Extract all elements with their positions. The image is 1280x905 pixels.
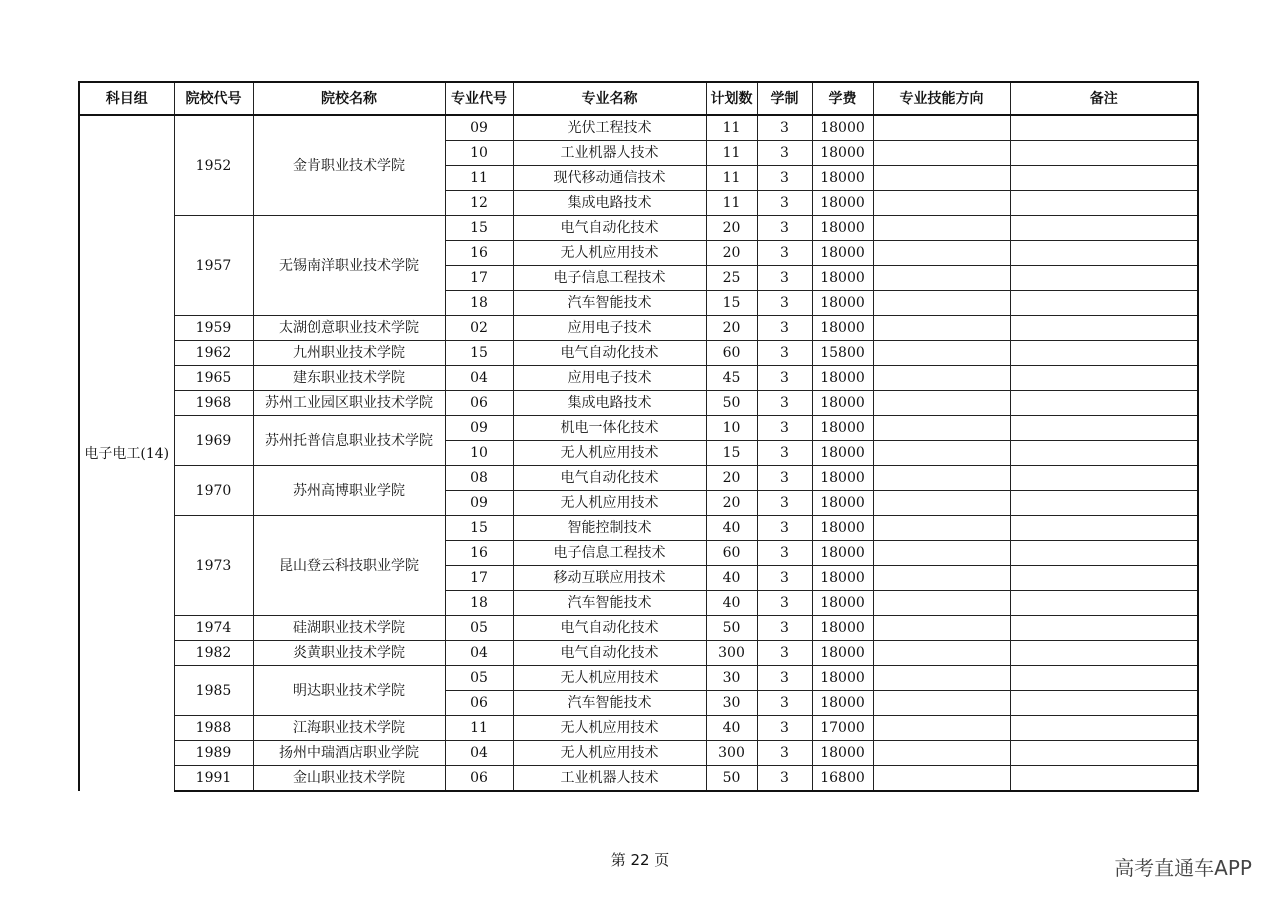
school-name-cell: 苏州托普信息职业技术学院: [253, 416, 445, 466]
major-code-cell: 06: [445, 391, 513, 416]
major-name-cell: 无人机应用技术: [513, 666, 706, 691]
major-code-cell: 10: [445, 141, 513, 166]
tuition-cell: 15800: [812, 341, 873, 366]
tuition-cell: 18000: [812, 115, 873, 141]
tuition-cell: 18000: [812, 316, 873, 341]
skill-direction-cell: [873, 166, 1010, 191]
school-name-cell: 扬州中瑞酒店职业学院: [253, 741, 445, 766]
remarks-cell: [1010, 441, 1198, 466]
tuition-cell: 18000: [812, 216, 873, 241]
plan-count-cell: 50: [706, 391, 757, 416]
major-code-cell: 04: [445, 366, 513, 391]
tuition-cell: 18000: [812, 566, 873, 591]
major-name-cell: 集成电路技术: [513, 391, 706, 416]
tuition-cell: 18000: [812, 166, 873, 191]
tuition-cell: 18000: [812, 416, 873, 441]
remarks-cell: [1010, 366, 1198, 391]
skill-direction-cell: [873, 566, 1010, 591]
skill-direction-cell: [873, 191, 1010, 216]
skill-direction-cell: [873, 366, 1010, 391]
remarks-cell: [1010, 591, 1198, 616]
remarks-cell: [1010, 191, 1198, 216]
major-name-cell: 无人机应用技术: [513, 241, 706, 266]
major-name-cell: 汽车智能技术: [513, 691, 706, 716]
major-name-cell: 汽车智能技术: [513, 591, 706, 616]
skill-direction-cell: [873, 441, 1010, 466]
major-name-cell: 电气自动化技术: [513, 216, 706, 241]
remarks-cell: [1010, 316, 1198, 341]
tuition-cell: 18000: [812, 641, 873, 666]
major-name-cell: 电气自动化技术: [513, 641, 706, 666]
skill-direction-cell: [873, 391, 1010, 416]
table-row: [79, 416, 1198, 441]
school-name-cell: 金肯职业技术学院: [253, 115, 445, 216]
plan-count-cell: 11: [706, 166, 757, 191]
major-code-cell: 17: [445, 266, 513, 291]
major-name-cell: 移动互联应用技术: [513, 566, 706, 591]
tuition-cell: 18000: [812, 541, 873, 566]
plan-count-cell: 30: [706, 666, 757, 691]
subject-group-cell: 电子电工(14): [79, 115, 174, 791]
school-code-cell: 1970: [174, 466, 253, 516]
tuition-cell: 18000: [812, 591, 873, 616]
major-code-cell: 15: [445, 216, 513, 241]
major-name-cell: 机电一体化技术: [513, 416, 706, 441]
tuition-cell: 17000: [812, 716, 873, 741]
plan-count-cell: 15: [706, 441, 757, 466]
header-subject-group: 科目组: [79, 82, 174, 115]
school-name-cell: 金山职业技术学院: [253, 766, 445, 792]
plan-count-cell: 20: [706, 216, 757, 241]
plan-count-cell: 60: [706, 341, 757, 366]
remarks-cell: [1010, 741, 1198, 766]
remarks-cell: [1010, 641, 1198, 666]
years-cell: 3: [757, 366, 812, 391]
remarks-cell: [1010, 241, 1198, 266]
skill-direction-cell: [873, 266, 1010, 291]
school-code-cell: 1985: [174, 666, 253, 716]
plan-count-cell: 30: [706, 691, 757, 716]
major-name-cell: 集成电路技术: [513, 191, 706, 216]
major-code-cell: 18: [445, 291, 513, 316]
school-name-cell: 明达职业技术学院: [253, 666, 445, 716]
skill-direction-cell: [873, 141, 1010, 166]
skill-direction-cell: [873, 216, 1010, 241]
years-cell: 3: [757, 266, 812, 291]
tuition-cell: 18000: [812, 366, 873, 391]
skill-direction-cell: [873, 291, 1010, 316]
plan-count-cell: 20: [706, 241, 757, 266]
years-cell: 3: [757, 141, 812, 166]
header-major-name: 专业名称: [513, 82, 706, 115]
school-name-cell: 太湖创意职业技术学院: [253, 316, 445, 341]
remarks-cell: [1010, 616, 1198, 641]
plan-count-cell: 20: [706, 466, 757, 491]
major-name-cell: 工业机器人技术: [513, 141, 706, 166]
table-row: [79, 641, 1198, 666]
tuition-cell: 18000: [812, 616, 873, 641]
plan-count-cell: 15: [706, 291, 757, 316]
years-cell: 3: [757, 616, 812, 641]
plan-count-cell: 11: [706, 191, 757, 216]
skill-direction-cell: [873, 516, 1010, 541]
major-code-cell: 09: [445, 115, 513, 141]
school-code-cell: 1973: [174, 516, 253, 616]
school-code-cell: 1965: [174, 366, 253, 391]
plan-count-cell: 300: [706, 741, 757, 766]
remarks-cell: [1010, 266, 1198, 291]
major-name-cell: 工业机器人技术: [513, 766, 706, 792]
header-major-code: 专业代号: [445, 82, 513, 115]
school-name-cell: 九州职业技术学院: [253, 341, 445, 366]
table-row: [79, 316, 1198, 341]
header-years: 学制: [757, 82, 812, 115]
major-code-cell: 11: [445, 166, 513, 191]
major-name-cell: 电子信息工程技术: [513, 541, 706, 566]
plan-count-cell: 10: [706, 416, 757, 441]
major-name-cell: 无人机应用技术: [513, 441, 706, 466]
major-code-cell: 04: [445, 641, 513, 666]
years-cell: 3: [757, 491, 812, 516]
tuition-cell: 18000: [812, 391, 873, 416]
major-code-cell: 06: [445, 766, 513, 792]
major-name-cell: 无人机应用技术: [513, 491, 706, 516]
tuition-cell: 18000: [812, 441, 873, 466]
remarks-cell: [1010, 391, 1198, 416]
remarks-cell: [1010, 416, 1198, 441]
plan-count-cell: 50: [706, 616, 757, 641]
plan-count-cell: 20: [706, 316, 757, 341]
plan-count-cell: 50: [706, 766, 757, 792]
major-name-cell: 应用电子技术: [513, 316, 706, 341]
school-name-cell: 昆山登云科技职业学院: [253, 516, 445, 616]
skill-direction-cell: [873, 241, 1010, 266]
school-code-cell: 1989: [174, 741, 253, 766]
remarks-cell: [1010, 716, 1198, 741]
remarks-cell: [1010, 491, 1198, 516]
major-name-cell: 现代移动通信技术: [513, 166, 706, 191]
skill-direction-cell: [873, 641, 1010, 666]
remarks-cell: [1010, 291, 1198, 316]
years-cell: 3: [757, 166, 812, 191]
table-row: [79, 466, 1198, 491]
school-name-cell: 无锡南洋职业技术学院: [253, 216, 445, 316]
header-skill-direction: 专业技能方向: [873, 82, 1010, 115]
school-name-cell: 炎黄职业技术学院: [253, 641, 445, 666]
years-cell: 3: [757, 191, 812, 216]
remarks-cell: [1010, 166, 1198, 191]
table-row: [79, 666, 1198, 691]
table-row: [79, 766, 1198, 792]
remarks-cell: [1010, 566, 1198, 591]
header-plan-count: 计划数: [706, 82, 757, 115]
major-code-cell: 16: [445, 541, 513, 566]
skill-direction-cell: [873, 341, 1010, 366]
school-code-cell: 1957: [174, 216, 253, 316]
major-code-cell: 08: [445, 466, 513, 491]
table-row: [79, 115, 1198, 141]
remarks-cell: [1010, 115, 1198, 141]
plan-count-cell: 40: [706, 591, 757, 616]
skill-direction-cell: [873, 115, 1010, 141]
skill-direction-cell: [873, 491, 1010, 516]
header-remarks: 备注: [1010, 82, 1198, 115]
remarks-cell: [1010, 466, 1198, 491]
plan-count-cell: 40: [706, 566, 757, 591]
skill-direction-cell: [873, 741, 1010, 766]
tuition-cell: 16800: [812, 766, 873, 792]
major-name-cell: 电气自动化技术: [513, 466, 706, 491]
major-name-cell: 光伏工程技术: [513, 115, 706, 141]
years-cell: 3: [757, 741, 812, 766]
plan-count-cell: 25: [706, 266, 757, 291]
tuition-cell: 18000: [812, 291, 873, 316]
years-cell: 3: [757, 541, 812, 566]
major-name-cell: 电气自动化技术: [513, 341, 706, 366]
plan-count-cell: 20: [706, 491, 757, 516]
skill-direction-cell: [873, 316, 1010, 341]
major-code-cell: 05: [445, 616, 513, 641]
major-code-cell: 02: [445, 316, 513, 341]
plan-count-cell: 40: [706, 716, 757, 741]
major-code-cell: 17: [445, 566, 513, 591]
tuition-cell: 18000: [812, 741, 873, 766]
header-school-code: 院校代号: [174, 82, 253, 115]
major-code-cell: 16: [445, 241, 513, 266]
school-code-cell: 1969: [174, 416, 253, 466]
plan-count-cell: 40: [706, 516, 757, 541]
major-code-cell: 11: [445, 716, 513, 741]
years-cell: 3: [757, 466, 812, 491]
tuition-cell: 18000: [812, 466, 873, 491]
years-cell: 3: [757, 666, 812, 691]
table-row: [79, 616, 1198, 641]
plan-count-cell: 300: [706, 641, 757, 666]
years-cell: 3: [757, 416, 812, 441]
tuition-cell: 18000: [812, 491, 873, 516]
years-cell: 3: [757, 115, 812, 141]
major-code-cell: 04: [445, 741, 513, 766]
table-row: [79, 341, 1198, 366]
school-name-cell: 苏州工业园区职业技术学院: [253, 391, 445, 416]
years-cell: 3: [757, 291, 812, 316]
skill-direction-cell: [873, 766, 1010, 792]
years-cell: 3: [757, 216, 812, 241]
remarks-cell: [1010, 516, 1198, 541]
major-code-cell: 15: [445, 516, 513, 541]
school-name-cell: 硅湖职业技术学院: [253, 616, 445, 641]
years-cell: 3: [757, 316, 812, 341]
skill-direction-cell: [873, 416, 1010, 441]
years-cell: 3: [757, 341, 812, 366]
major-code-cell: 18: [445, 591, 513, 616]
school-code-cell: 1982: [174, 641, 253, 666]
remarks-cell: [1010, 141, 1198, 166]
years-cell: 3: [757, 766, 812, 792]
major-code-cell: 09: [445, 416, 513, 441]
header-tuition: 学费: [812, 82, 873, 115]
major-name-cell: 应用电子技术: [513, 366, 706, 391]
page-number: 第 22 页: [610, 851, 670, 869]
table-row: [79, 391, 1198, 416]
skill-direction-cell: [873, 716, 1010, 741]
years-cell: 3: [757, 516, 812, 541]
remarks-cell: [1010, 691, 1198, 716]
tuition-cell: 18000: [812, 141, 873, 166]
years-cell: 3: [757, 391, 812, 416]
major-code-cell: 05: [445, 666, 513, 691]
plan-count-cell: 11: [706, 115, 757, 141]
skill-direction-cell: [873, 591, 1010, 616]
skill-direction-cell: [873, 616, 1010, 641]
tuition-cell: 18000: [812, 191, 873, 216]
major-name-cell: 无人机应用技术: [513, 716, 706, 741]
plan-count-cell: 60: [706, 541, 757, 566]
school-code-cell: 1974: [174, 616, 253, 641]
tuition-cell: 18000: [812, 266, 873, 291]
years-cell: 3: [757, 691, 812, 716]
years-cell: 3: [757, 716, 812, 741]
tuition-cell: 18000: [812, 666, 873, 691]
watermark-text: 高考直通车APP: [1114, 856, 1252, 880]
remarks-cell: [1010, 541, 1198, 566]
remarks-cell: [1010, 766, 1198, 792]
school-name-cell: 苏州高博职业学院: [253, 466, 445, 516]
years-cell: 3: [757, 591, 812, 616]
major-code-cell: 10: [445, 441, 513, 466]
table-row: [79, 516, 1198, 541]
skill-direction-cell: [873, 541, 1010, 566]
major-code-cell: 06: [445, 691, 513, 716]
school-code-cell: 1962: [174, 341, 253, 366]
major-name-cell: 无人机应用技术: [513, 741, 706, 766]
years-cell: 3: [757, 441, 812, 466]
table-body: [79, 115, 1198, 791]
table-row: [79, 716, 1198, 741]
school-code-cell: 1952: [174, 115, 253, 216]
enrollment-plan-table: [78, 81, 1199, 792]
years-cell: 3: [757, 241, 812, 266]
table-row: [79, 741, 1198, 766]
tuition-cell: 18000: [812, 516, 873, 541]
table-header-row: [79, 82, 1198, 115]
years-cell: 3: [757, 641, 812, 666]
major-code-cell: 15: [445, 341, 513, 366]
plan-count-cell: 11: [706, 141, 757, 166]
table-row: [79, 216, 1198, 241]
tuition-cell: 18000: [812, 691, 873, 716]
major-name-cell: 电气自动化技术: [513, 616, 706, 641]
remarks-cell: [1010, 341, 1198, 366]
school-name-cell: 江海职业技术学院: [253, 716, 445, 741]
school-code-cell: 1991: [174, 766, 253, 792]
school-name-cell: 建东职业技术学院: [253, 366, 445, 391]
years-cell: 3: [757, 566, 812, 591]
skill-direction-cell: [873, 466, 1010, 491]
major-name-cell: 电子信息工程技术: [513, 266, 706, 291]
school-code-cell: 1959: [174, 316, 253, 341]
major-name-cell: 汽车智能技术: [513, 291, 706, 316]
plan-count-cell: 45: [706, 366, 757, 391]
remarks-cell: [1010, 666, 1198, 691]
remarks-cell: [1010, 216, 1198, 241]
school-code-cell: 1988: [174, 716, 253, 741]
table-row: [79, 366, 1198, 391]
school-code-cell: 1968: [174, 391, 253, 416]
major-name-cell: 智能控制技术: [513, 516, 706, 541]
tuition-cell: 18000: [812, 241, 873, 266]
skill-direction-cell: [873, 691, 1010, 716]
header-school-name: 院校名称: [253, 82, 445, 115]
major-code-cell: 09: [445, 491, 513, 516]
major-code-cell: 12: [445, 191, 513, 216]
skill-direction-cell: [873, 666, 1010, 691]
